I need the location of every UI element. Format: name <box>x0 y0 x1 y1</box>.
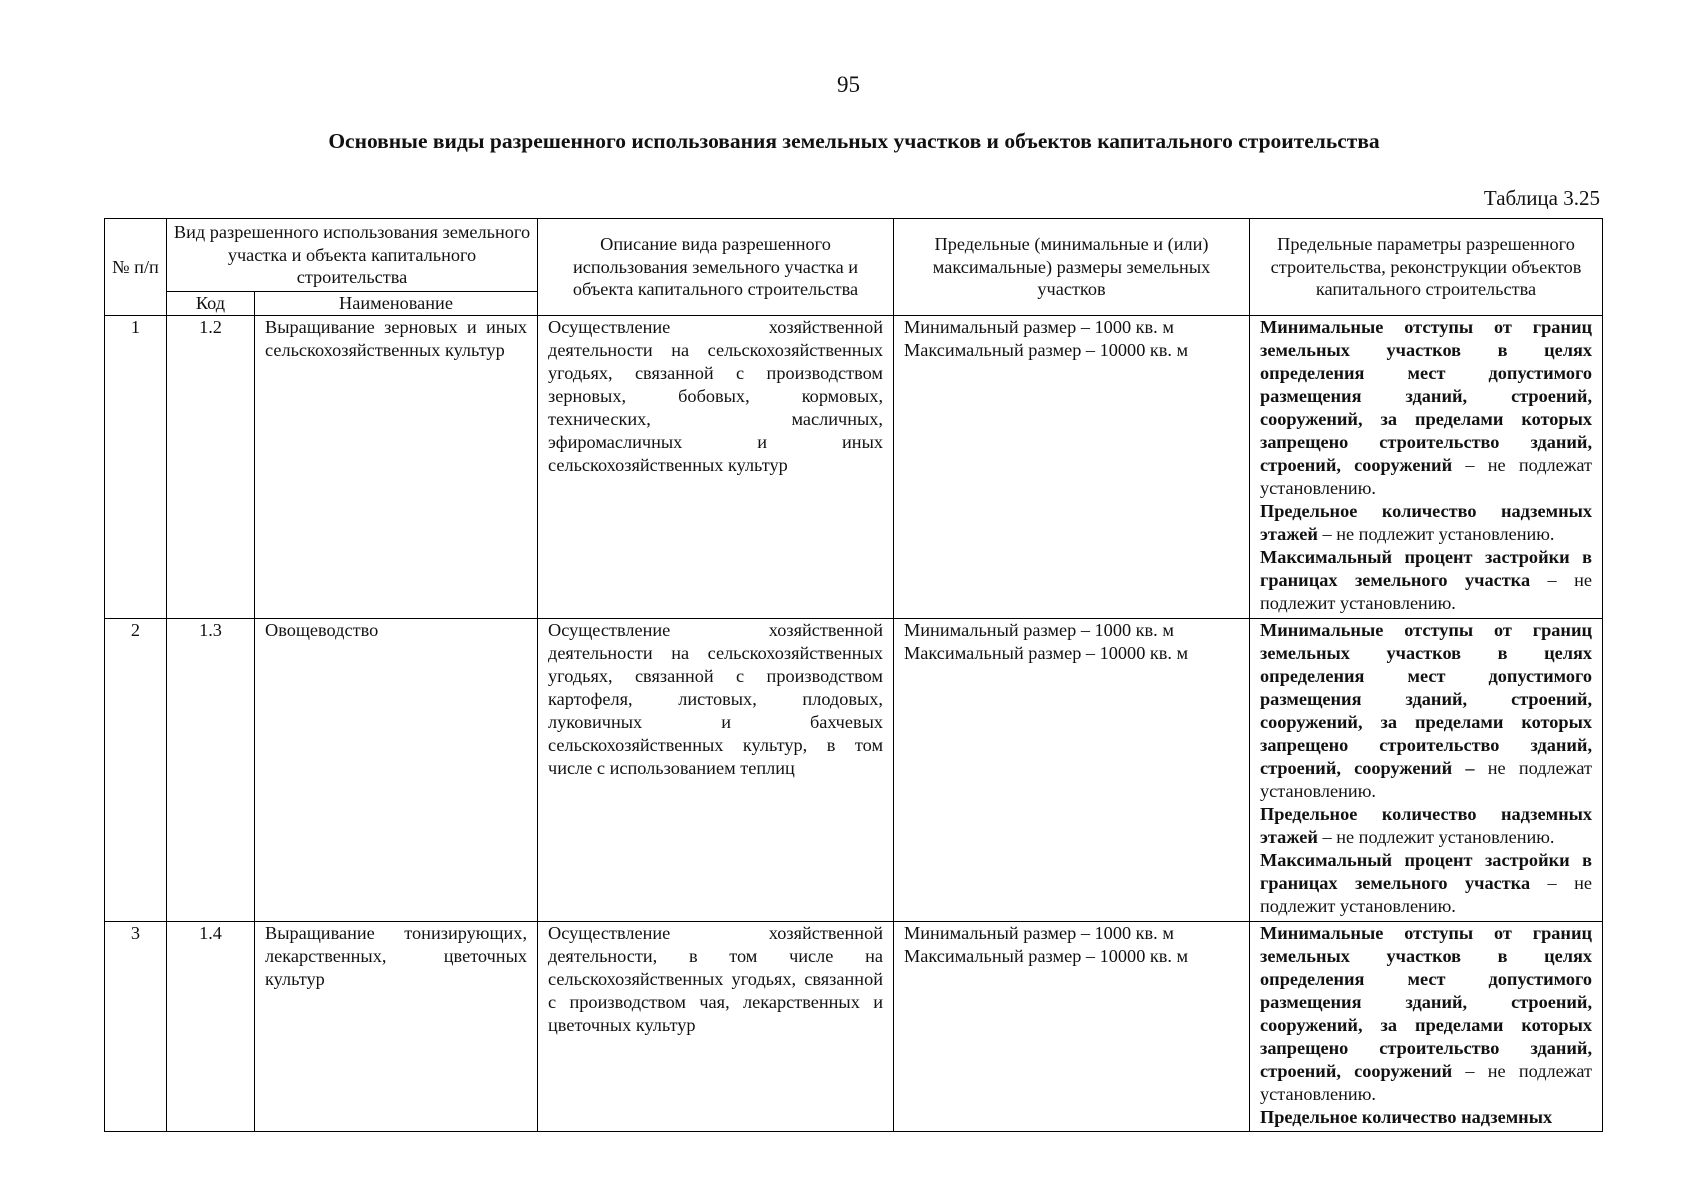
param-setbacks-value: – не подлежат установлению. <box>1260 1060 1593 1104</box>
row-use-name: Выращивание зерновых и иных сельскохозяйственных культур <box>255 315 538 618</box>
size-max: Максимальный размер – 10000 кв. м <box>904 642 1189 663</box>
row-code: 1.3 <box>167 618 255 921</box>
row-number: 1 <box>105 315 167 618</box>
row-description: Осуществление хозяйственной деятельности, в том числе на сельскохозяйственных угодьях, связанной с производством чая, лекарственных и цветочных культур <box>538 921 894 1131</box>
param-setbacks <box>1260 922 1592 1106</box>
param-floors-value: – не подлежит установлению. <box>1317 826 1555 847</box>
document-title: Основные виды разрешенного использования земельных участков и объектов капитального строительства <box>328 129 1380 153</box>
size-min: Минимальный размер – 1000 кв. м <box>904 922 1174 943</box>
size-max: Максимальный размер – 10000 кв. м <box>904 339 1189 360</box>
land-use-table <box>104 218 1603 1132</box>
table-row <box>105 921 1603 1131</box>
param-floors-label: Предельное количество надземных этажей <box>1260 500 1593 544</box>
param-setbacks-label: Минимальные отступы от границ земельных участков в целях определения мест допустимого размещения зданий, строений, сооружений, за пределами которых запрещено строительство зданий, строений, сооружений <box>1260 316 1593 475</box>
param-coverage-label: Максимальный процент застройки в границах земельного участка <box>1260 546 1593 590</box>
header-plot-sizes: Предельные (минимальные и (или) максимальные) размеры земельных участков <box>894 219 1250 316</box>
size-min: Минимальный размер – 1000 кв. м <box>904 619 1174 640</box>
header-code: Код <box>167 292 255 316</box>
header-use-type: Вид разрешенного использования земельного участка и объекта капитального строительства <box>167 219 538 292</box>
param-setbacks-value: – не подлежат установлению. <box>1260 454 1593 498</box>
row-plot-sizes <box>894 315 1250 618</box>
row-code: 1.2 <box>167 315 255 618</box>
row-code: 1.4 <box>167 921 255 1131</box>
row-use-name: Овощеводство <box>255 618 538 921</box>
table-row <box>105 315 1603 618</box>
param-floors-value: – не подлежит установлению. <box>1317 523 1555 544</box>
param-floors <box>1260 1106 1592 1129</box>
row-description: Осуществление хозяйственной деятельности на сельскохозяйственных угодьях, связанной с производством картофеля, листовых, плодовых, луковичных и бахчевых сельскохозяйственных культур, в том числе с использованием теплиц <box>538 618 894 921</box>
param-floors-label: Предельное количество надземных этажей <box>1260 803 1593 847</box>
param-setbacks <box>1260 316 1592 500</box>
row-plot-sizes <box>894 618 1250 921</box>
header-name: Наименование <box>255 292 538 316</box>
param-coverage-label: Максимальный процент застройки в границах земельного участка <box>1260 849 1593 893</box>
table-label: Таблица 3.25 <box>1483 186 1600 210</box>
row-description: Осуществление хозяйственной деятельности на сельскохозяйственных угодьях, связанной с производством зерновых, бобовых, кормовых, технических, масличных, эфиромасличных и иных сельскохозяйственных культур <box>538 315 894 618</box>
row-number: 2 <box>105 618 167 921</box>
row-plot-sizes <box>894 921 1250 1131</box>
param-coverage <box>1260 849 1592 918</box>
row-construction-params <box>1250 315 1603 618</box>
row-construction-params <box>1250 921 1603 1131</box>
table-row <box>105 618 1603 921</box>
param-floors <box>1260 803 1592 849</box>
param-floors <box>1260 500 1592 546</box>
param-setbacks-label: Минимальные отступы от границ земельных участков в целях определения мест допустимого размещения зданий, строений, сооружений, за пределами которых запрещено строительство зданий, строений, сооружений – <box>1260 619 1593 778</box>
param-setbacks-value: не подлежат установлению. <box>1260 757 1593 801</box>
row-use-name: Выращивание тонизирующих, лекарственных, цветочных культур <box>255 921 538 1131</box>
size-max: Максимальный размер – 10000 кв. м <box>904 945 1189 966</box>
size-min: Минимальный размер – 1000 кв. м <box>904 316 1174 337</box>
row-number: 3 <box>105 921 167 1131</box>
row-construction-params <box>1250 618 1603 921</box>
header-construction-params: Предельные параметры разрешенного строительства, реконструкции объектов капитального строительства <box>1250 219 1603 316</box>
header-description: Описание вида разрешенного использования земельного участка и объекта капитального строительства <box>538 219 894 316</box>
header-number: № п/п <box>105 219 167 316</box>
param-setbacks <box>1260 619 1592 803</box>
param-setbacks-label: Минимальные отступы от границ земельных участков в целях определения мест допустимого размещения зданий, строений, сооружений, за пределами которых запрещено строительство зданий, строений, сооружений <box>1260 922 1593 1081</box>
param-coverage <box>1260 546 1592 615</box>
param-coverage-value: – не подлежит установлению. <box>1260 872 1593 916</box>
param-floors-label: Предельное количество надземных <box>1260 1106 1553 1127</box>
page-number: 95 <box>837 72 860 97</box>
param-coverage-value: – не подлежит установлению. <box>1260 569 1593 613</box>
